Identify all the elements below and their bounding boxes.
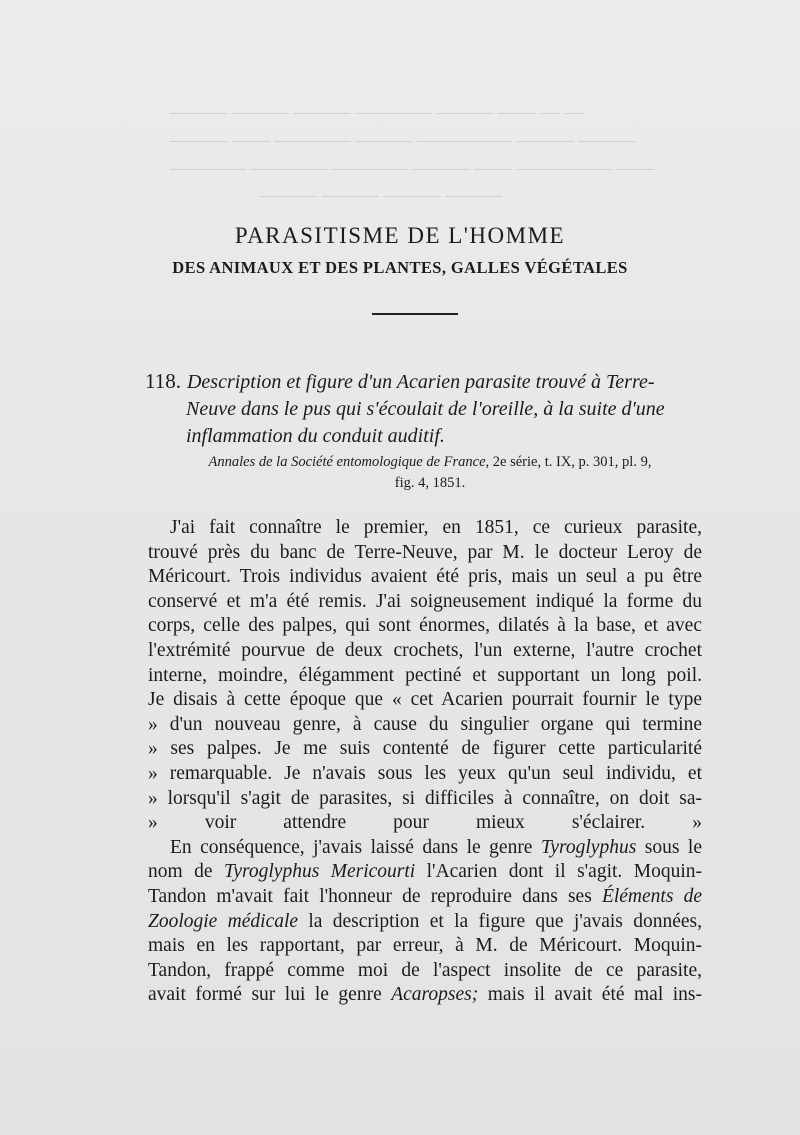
text-line: » ses palpes. Je me suis contenté de figurer cette particularité: [148, 738, 702, 760]
body-text: [148, 516, 702, 1008]
text-line: conservé et m'a été remis. J'ai soigneusement indiqué la forme du: [148, 590, 702, 612]
text-fragment: la description et la figure que j'avais données,: [298, 910, 702, 932]
text-fragment: En conséquence, j'avais laissé dans le genre: [170, 836, 541, 858]
text-line: mais en les rapportant, par erreur, à M. de Méricourt. Moquin-: [148, 935, 702, 957]
book-title: Zoologie médicale: [148, 910, 299, 932]
text-line: » remarquable. Je n'avais sous les yeux qu'un seul individu, et: [148, 762, 702, 784]
reverse-side-bleed: —— ————— —— ——— ———— ———— ————: [170, 158, 655, 179]
reverse-side-bleed: ——— ——— ——— ———: [260, 185, 503, 206]
text-line: » d'un nouveau genre, à cause du singulier organe qui termine: [148, 713, 702, 735]
text-line: [148, 910, 702, 935]
text-line: trouvé près du banc de Terre-Neuve, par M. le docteur Leroy de: [148, 541, 702, 563]
text-line: » lorsqu'il s'agit de parasites, si difficiles à connaître, on doit sa-: [148, 787, 702, 809]
text-line: [148, 860, 702, 885]
text-fragment: nom de: [148, 861, 224, 883]
reverse-side-bleed: — — —— ——— ———— ——— ——— ———: [170, 102, 584, 123]
genus-name: Tyroglyphus: [540, 836, 637, 858]
genus-name: Acaropses;: [391, 984, 479, 1006]
text-line: Méricourt. Trois individus avaient été pris, mais un seul a pu être: [148, 566, 702, 588]
journal-name: Annales de la Société entomologique de France,: [208, 454, 493, 470]
text-line: J'ai fait connaître le premier, en 1851, ce curieux parasite,: [170, 517, 702, 538]
entry-heading: [145, 368, 710, 450]
entry-heading-line-1: [145, 368, 710, 396]
text-fragment: mais il avait été mal ins-: [478, 984, 703, 1006]
entry-title-part-1: Description et figure d'un Acarien parasite trouvé à Terre-: [186, 371, 655, 393]
title-divider: [372, 313, 458, 315]
page-title: PARASITISME DE L'HOMME: [234, 223, 566, 249]
text-fragment: sous le: [636, 836, 703, 858]
entry-title-part-2: Neuve dans le pus qui s'écoulait de l'oreille, à la suite d'une: [186, 398, 665, 420]
text-line: [148, 983, 702, 1008]
text-line: [148, 885, 702, 910]
reference-figure: fig. 4, 1851.: [394, 475, 466, 491]
book-title: Éléments de: [601, 885, 702, 907]
text-fragment: avait formé sur lui le genre: [148, 984, 392, 1006]
entry-title-part-3: inflammation du conduit auditif.: [186, 425, 445, 447]
text-line: interne, moindre, élégamment pectiné et supportant un long poil.: [148, 664, 702, 686]
entry-number: 118.: [145, 369, 181, 393]
text-line: corps, celle des palpes, qui sont énormes, dilatés à la base, et avec: [148, 615, 702, 637]
bibliographic-reference: [140, 452, 720, 494]
text-line: Je disais à cette époque que « cet Acarien pourrait fournir le type: [148, 689, 702, 711]
text-fragment: l'Acarien dont il s'agit. Moquin-: [415, 861, 702, 883]
reverse-side-bleed: ——— ——— ————— ——— ———— —— ———: [170, 130, 636, 151]
text-line: Tandon, frappé comme moi de l'aspect insolite de ce parasite,: [148, 959, 702, 981]
text-line: l'extrémité pourvue de deux crochets, l'un externe, l'autre crochet: [148, 639, 702, 661]
text-line: [148, 836, 702, 861]
text-fragment: Tandon m'avait fait l'honneur de reproduire dans ses: [148, 885, 602, 907]
page-subtitle: DES ANIMAUX ET DES PLANTES, GALLES VÉGÉTALES: [172, 258, 628, 277]
species-name: Tyroglyphus Mericourti: [223, 861, 416, 883]
reference-details: 2e série, t. IX, p. 301, pl. 9,: [492, 454, 652, 470]
text-line: » voir attendre pour mieux s'éclairer. »: [148, 812, 702, 834]
